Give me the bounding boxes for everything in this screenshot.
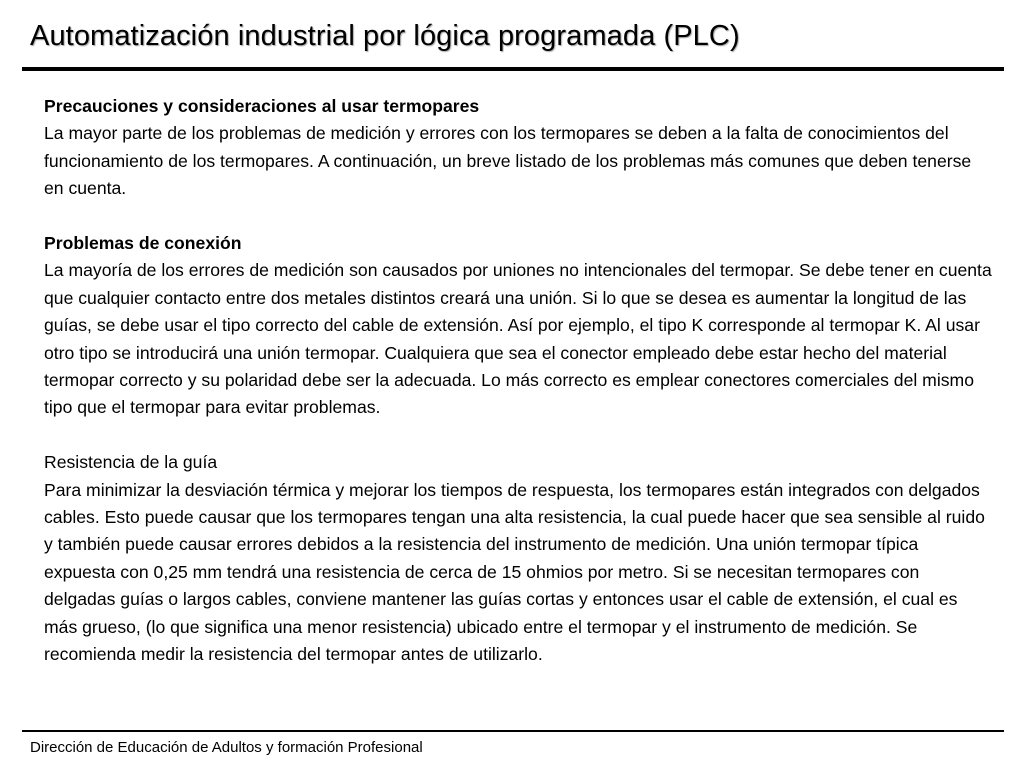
footer-divider <box>22 730 1004 732</box>
section-problemas-conexion <box>44 230 994 422</box>
title-divider <box>22 67 1004 71</box>
section-paragraph: Para minimizar la desviación térmica y mejorar los tiempos de respuesta, los termopares están integrados con delgados cables. Esto puede causar que los termopares tengan una alta resistencia, la cual puede hacer que sea sensible al ruido y también puede causar errores debidos a la resistencia del instrumento de medición. Una unión termopar típica expuesta con 0,25 mm tendrá una resistencia de cerca de 15 ohmios por metro. Si se necesitan termopares con delgadas guías o largos cables, conviene mantener las guías cortas y entonces usar el cable de extensión, el cual es más grueso, (lo que significa una menor resistencia) ubicado entre el termopar y el instrumento de medición. Se recomienda medir la resistencia del termopar antes de utilizarlo. <box>44 479 985 665</box>
section-paragraph: La mayor parte de los problemas de medición y errores con los termopares se deben a la falta de conocimientos del funcionamiento de los termopares. A continuación, un breve listado de los problemas más comunes que deben tenerse en cuenta. <box>44 123 972 199</box>
section-heading: Precauciones y consideraciones al usar termopares <box>44 96 480 116</box>
section-heading: Resistencia de la guía <box>44 452 218 473</box>
section-precauciones <box>44 93 994 203</box>
section-resistencia-guia <box>44 449 994 668</box>
slide-content <box>44 93 994 669</box>
section-heading: Problemas de conexión <box>44 233 242 254</box>
slide-title: Automatización industrial por lógica programada (PLC) <box>30 20 740 52</box>
section-paragraph: La mayoría de los errores de medición son causados por uniones no intencionales del termopar. Se debe tener en cuenta que cualquier contacto entre dos metales distintos creará una unión. Si lo que se desea es aumentar la longitud de las guías, se debe usar el tipo correcto del cable de extensión. Así por ejemplo, el tipo K corresponde al termopar K. Al usar otro tipo se introducirá una unión termopar. Cualquiera que sea el conector empleado debe estar hecho del material termopar correcto y su polaridad debe ser la adecuada. Lo más correcto es emplear conectores comerciales del mismo tipo que el termopar para evitar problemas. <box>44 260 992 418</box>
footer-text: Dirección de Educación de Adultos y formación Profesional <box>30 739 423 756</box>
